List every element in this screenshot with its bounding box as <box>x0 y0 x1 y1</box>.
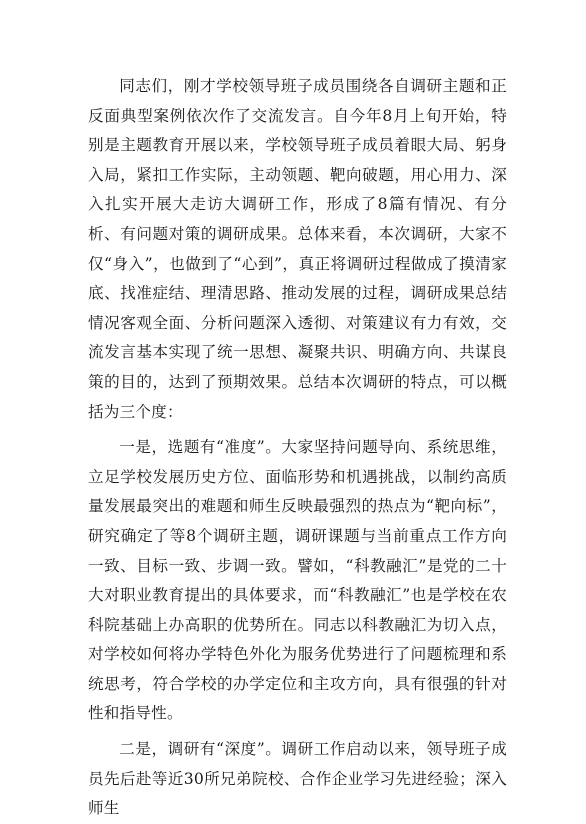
paragraph-point-two: 二是，调研有“深度”。调研工作启动以来，领导班子成员先后赴等近30所兄弟院校、合作企业学习先进经验；深入师生 <box>88 740 507 818</box>
paragraph-point-one: 一是，选题有“准度”。大家坚持问题导向、系统思维，立足学校发展历史方位、面临形势和机遇挑战，以制约高质量发展最突出的难题和师生反映最强烈的热点为“靶向标”，研究确定了等8个调研主题，调研课题与当前重点工作方向一致、目标一致、步调一致。譬如，“科教融汇”是党的二十大对职业教育提出的具体要求，而“科教融汇”也是学校在农科院基础上办高职的优势所在。同志以科教融汇为切入点，对学校如何将办学特色外化为服务优势进行了问题梳理和系统思考，符合学校的办学定位和主攻方向，具有很强的针对性和指导性。 <box>88 438 507 723</box>
document-body <box>88 72 507 824</box>
paragraph-opening: 同志们，刚才学校领导班子成员围绕各自调研主题和正反面典型案例依次作了交流发言。自今年8月上旬开始，特别是主题教育开展以来，学校领导班子成员着眼大局、躬身入局，紧扣工作实际，主动领题、靶向破题，用心用力、深入扎实开展大走访大调研工作，形成了8篇有情况、有分析、有问题对策的调研成果。总体来看，本次调研，大家不仅“身入”，也做到了“心到”，真正将调研过程做成了摸清家底、找准症结、理清思路、推动发展的过程，调研成果总结情况客观全面、分析问题深入透彻、对策建议有力有效，交流发言基本实现了统一思想、凝聚共识、明确方向、共谋良策的目的，达到了预期效果。总结本次调研的特点，可以概括为三个度： <box>88 77 507 421</box>
